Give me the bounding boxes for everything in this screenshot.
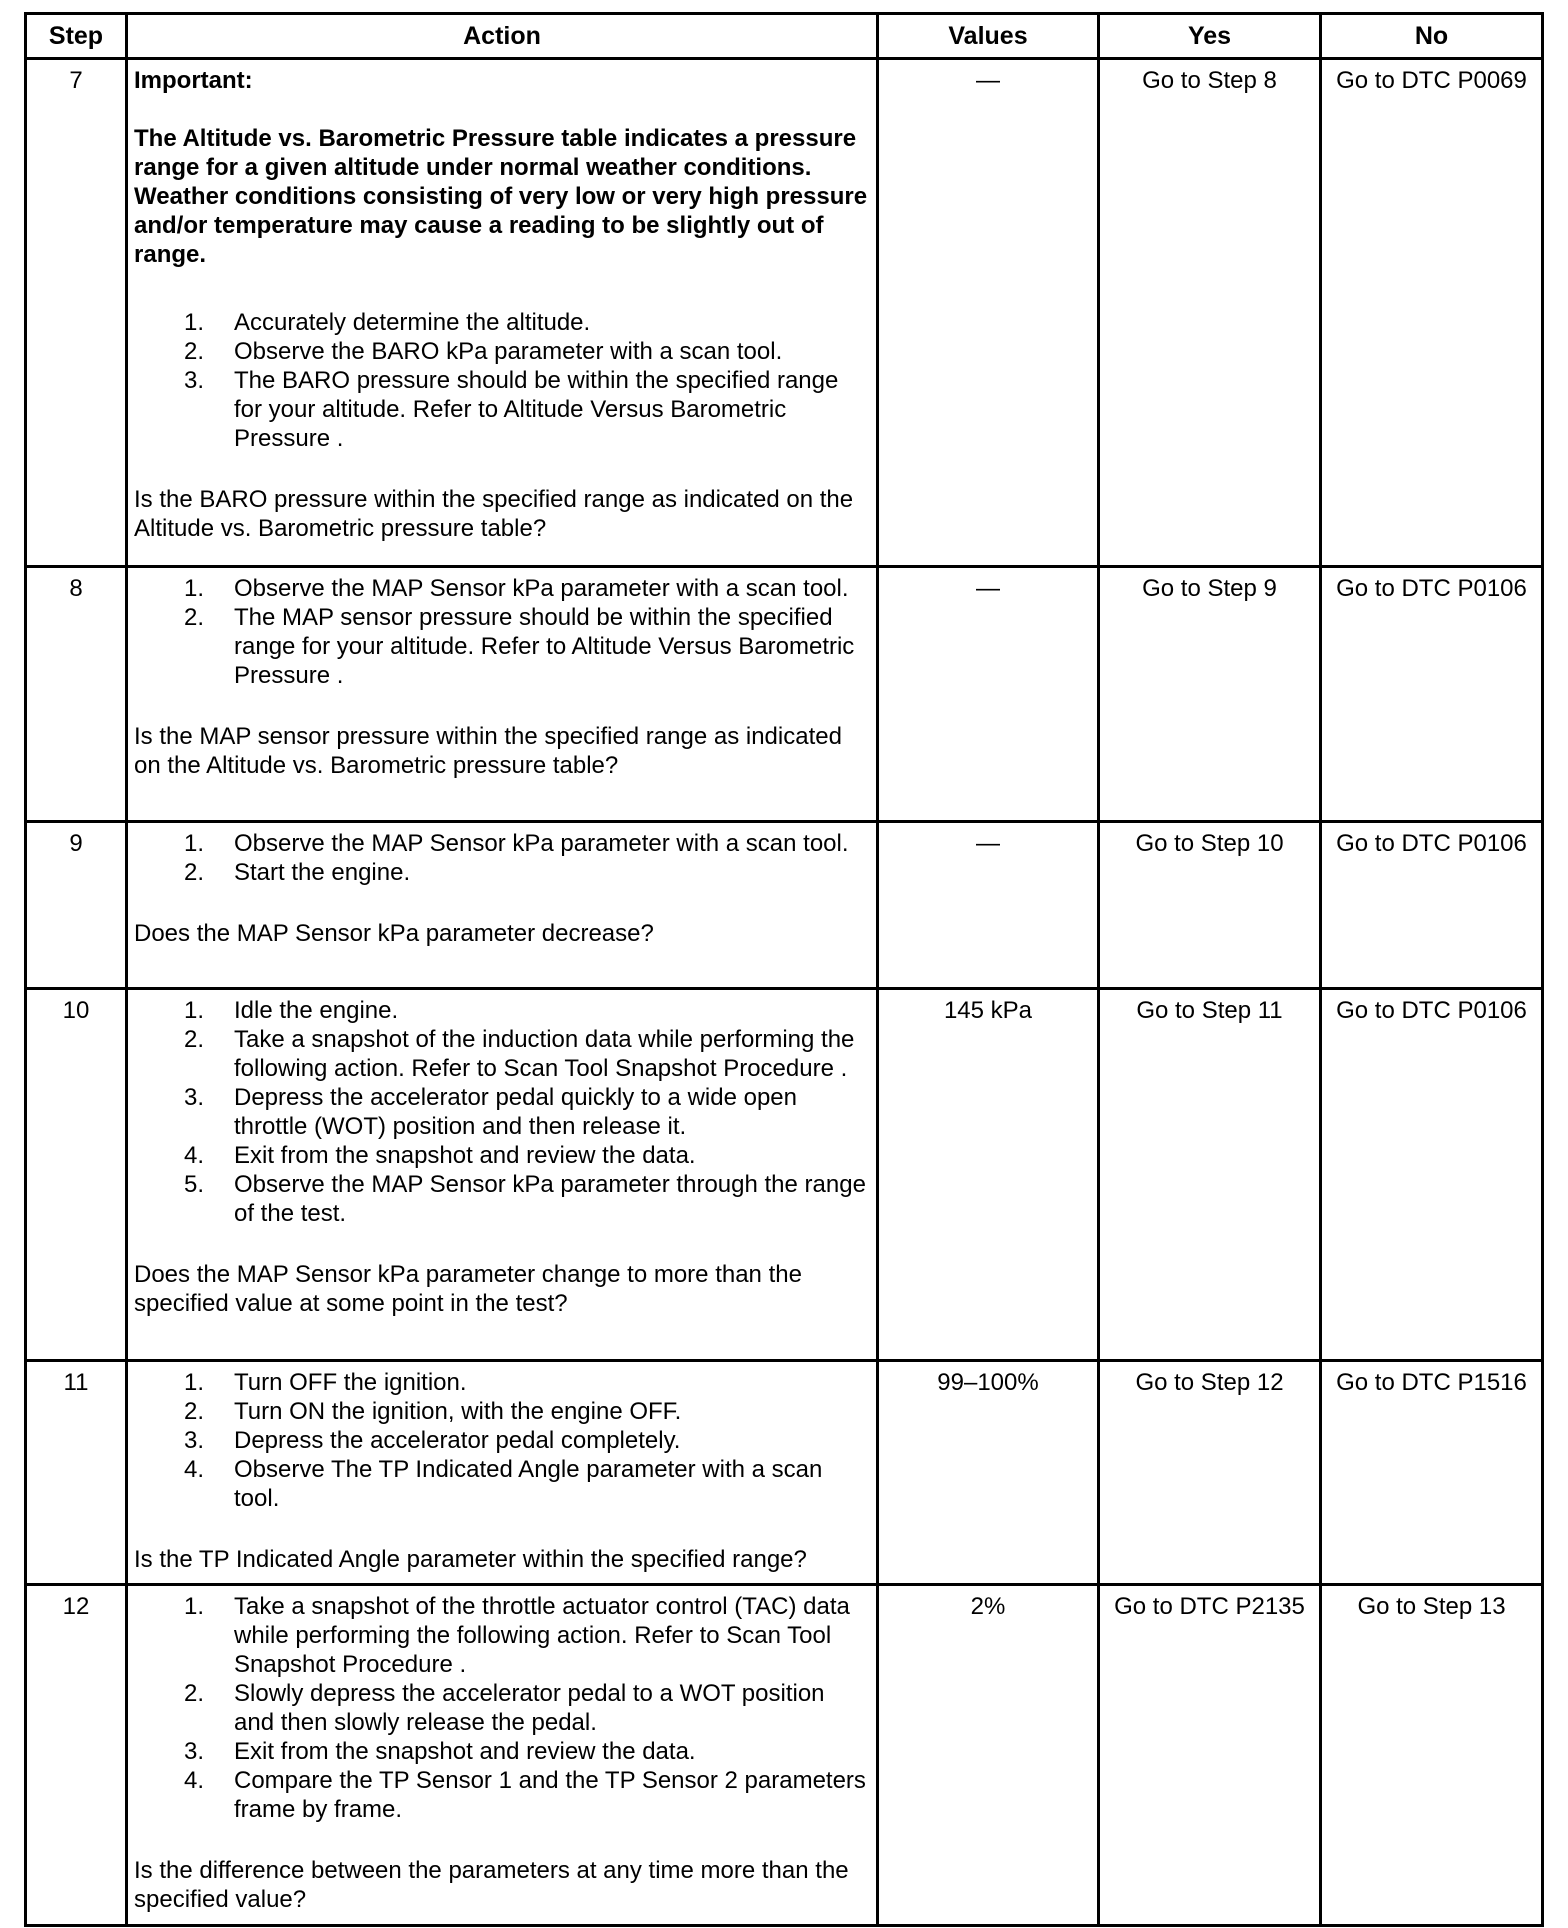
procedure-list [134,1368,870,1513]
step-number: 9 [26,822,127,989]
value-cell: — [878,59,1099,567]
question-text: Is the difference between the parameters at any time more than the specified value? [134,1857,849,1913]
list-item: 1. Turn OFF the ignition. [184,1369,467,1396]
list-item: 1. Observe the MAP Sensor kPa parameter with a scan tool. [184,830,849,857]
list-item: 4. Observe The TP Indicated Angle parameter with a scan tool. [184,1456,823,1512]
header-row [26,14,1543,59]
action-cell [127,1361,878,1585]
header-yes: Yes [1099,14,1321,59]
list-item: 2. Turn ON the ignition, with the engine OFF. [184,1398,682,1425]
action-cell [127,822,878,989]
yes-link[interactable]: Go to Step 8 [1099,59,1321,567]
yes-link[interactable]: Go to DTC P2135 [1099,1585,1321,1926]
question-text: Does the MAP Sensor kPa parameter decrease? [134,920,654,947]
action-cell [127,567,878,822]
important-text: The Altitude vs. Barometric Pressure table indicates a pressure range for a given altitude under normal weather conditions. Weather conditions consisting of very low or very high pressure and/or temperature may cause a reading to be slightly out of range. [134,125,868,268]
step-number: 12 [26,1585,127,1926]
no-link[interactable]: Go to DTC P0106 [1321,822,1543,989]
step-number: 11 [26,1361,127,1585]
list-item: 2. The MAP sensor pressure should be within the specified range for your altitude. Refer to Altitude Versus Barometric Pressure . [184,604,855,689]
table-row [26,59,1543,567]
list-item: 2. Start the engine. [184,859,411,886]
list-item: 3. The BARO pressure should be within the specified range for your altitude. Refer to Altitude Versus Barometric Pressure . [184,367,839,452]
no-link[interactable]: Go to DTC P0106 [1321,567,1543,822]
question-text: Does the MAP Sensor kPa parameter change to more than the specified value at some point in the test? [134,1261,802,1317]
yes-link[interactable]: Go to Step 12 [1099,1361,1321,1585]
question-text: Is the MAP sensor pressure within the specified range as indicated on the Altitude vs. Barometric pressure table? [134,723,842,779]
no-link[interactable]: Go to DTC P0069 [1321,59,1543,567]
step-number: 8 [26,567,127,822]
list-item: 4. Compare the TP Sensor 1 and the TP Sensor 2 parameters frame by frame. [184,1767,866,1823]
step-number: 10 [26,989,127,1361]
list-item: 1. Observe the MAP Sensor kPa parameter with a scan tool. [184,575,849,602]
procedure-list [134,308,870,453]
question-text: Is the TP Indicated Angle parameter within the specified range? [134,1546,807,1573]
header-action: Action [127,14,878,59]
header-no: No [1321,14,1543,59]
list-item: 2. Take a snapshot of the induction data while performing the following action. Refer to Scan Tool Snapshot Procedure . [184,1026,855,1082]
value-cell: 2% [878,1585,1099,1926]
table-row [26,1361,1543,1585]
action-cell [127,989,878,1361]
procedure-list [134,574,870,690]
table-row [26,989,1543,1361]
list-item: 3. Depress the accelerator pedal completely. [184,1427,681,1454]
table-row [26,822,1543,989]
step-number: 7 [26,59,127,567]
list-item: 3. Exit from the snapshot and review the data. [184,1738,696,1765]
procedure-list [134,1592,870,1824]
procedure-list [134,829,870,887]
value-cell: 99–100% [878,1361,1099,1585]
list-item: 5. Observe the MAP Sensor kPa parameter through the range of the test. [184,1171,866,1227]
diagnostic-table [24,12,1544,1927]
important-label: Important: [134,67,253,94]
value-cell: — [878,567,1099,822]
yes-link[interactable]: Go to Step 11 [1099,989,1321,1361]
procedure-list [134,996,870,1228]
action-cell [127,59,878,567]
list-item: 1. Accurately determine the altitude. [184,309,591,336]
header-values: Values [878,14,1099,59]
list-item: 2. Observe the BARO kPa parameter with a scan tool. [184,338,783,365]
no-link[interactable]: Go to DTC P1516 [1321,1361,1543,1585]
list-item: 1. Take a snapshot of the throttle actuator control (TAC) data while performing the following action. Refer to Scan Tool Snapshot Procedure . [184,1593,850,1678]
table-row [26,567,1543,822]
value-cell: 145 kPa [878,989,1099,1361]
list-item: 2. Slowly depress the accelerator pedal to a WOT position and then slowly release the pedal. [184,1680,825,1736]
action-cell [127,1585,878,1926]
no-link[interactable]: Go to DTC P0106 [1321,989,1543,1361]
list-item: 3. Depress the accelerator pedal quickly to a wide open throttle (WOT) position and then release it. [184,1084,797,1140]
table-row [26,1585,1543,1926]
yes-link[interactable]: Go to Step 9 [1099,567,1321,822]
no-link[interactable]: Go to Step 13 [1321,1585,1543,1926]
question-text: Is the BARO pressure within the specified range as indicated on the Altitude vs. Barometric pressure table? [134,486,854,542]
yes-link[interactable]: Go to Step 10 [1099,822,1321,989]
list-item: 4. Exit from the snapshot and review the data. [184,1142,696,1169]
value-cell: — [878,822,1099,989]
header-step: Step [26,14,127,59]
list-item: 1. Idle the engine. [184,997,399,1024]
